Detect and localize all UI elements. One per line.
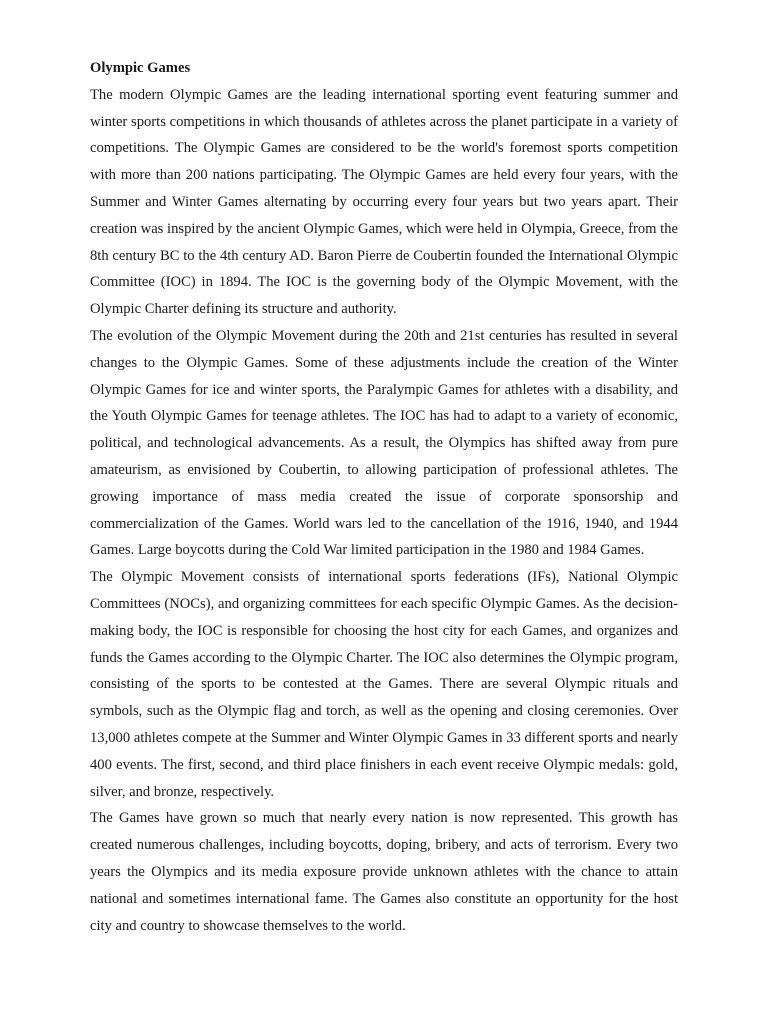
paragraph-1: The modern Olympic Games are the leading international sporting event featuring summer and winter sports competitions in which thousands of athletes across the planet participate in a variety of competitions. The Olympic Games are considered to be the world's foremost sports competition with more than 200 nations participating. The Olympic Games are held every four years, with the Summer and Winter Games alternating by occurring every four years but two years apart. Their creation was inspired by the ancient Olympic Games, which were held in Olympia, Greece, from the 8th century BC to the 4th century AD. Baron Pierre de Coubertin founded the International Olympic Committee (IOC) in 1894. The IOC is the governing body of the Olympic Movement, with the Olympic Charter defining its structure and authority.	[90, 86, 678, 318]
paragraph-2: The evolution of the Olympic Movement during the 20th and 21st centuries has resulted in several changes to the Olympic Games. Some of these adjustments include the creation of the Winter Olympic Games for ice and winter sports, the Paralympic Games for athletes with a disability, and the Youth Olympic Games for teenage athletes. The IOC has had to adapt to a variety of economic, political, and technological advancements. As a result, the Olympics has shifted away from pure amateurism, as envisioned by Coubertin, to allowing participation of professional athletes. The growing importance of mass media created the issue of corporate sponsorship and commercialization of the Games. World wars led to the cancellation of the 1916, 1940, and 1944 Games. Large boycotts during the Cold War limited participation in the 1980 and 1984 Games.	[90, 327, 678, 559]
document-page	[90, 55, 678, 939]
paragraph-3: The Olympic Movement consists of international sports federations (IFs), National Olympic Committees (NOCs), and organizing committees for each specific Olympic Games. As the decision-making body, the IOC is responsible for choosing the host city for each Games, and organizes and funds the Games according to the Olympic Charter. The IOC also determines the Olympic program, consisting of the sports to be contested at the Games. There are several Olympic rituals and symbols, such as the Olympic flag and torch, as well as the opening and closing ceremonies. Over 13,000 athletes compete at the Summer and Winter Olympic Games in 33 different sports and nearly 400 events. The first, second, and third place finishers in each event receive Olympic medals: gold, silver, and bronze, respectively.	[90, 569, 678, 800]
document-title: Olympic Games	[90, 60, 191, 76]
paragraph-4: The Games have grown so much that nearly every nation is now represented. This growth has created numerous challenges, including boycotts, doping, bribery, and acts of terrorism. Every two years the Olympics and its media exposure provide unknown athletes with the chance to attain national and sometimes international fame. The Games also constitute an opportunity for the host city and country to showcase themselves to the world.	[90, 810, 678, 934]
